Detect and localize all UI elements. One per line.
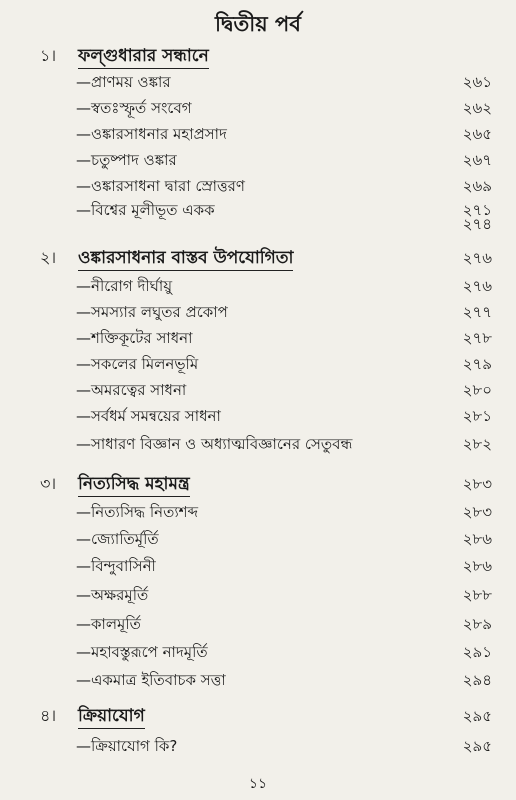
page-number: ১১ bbox=[248, 776, 268, 792]
item-title: —জ্যোতির্মূর্তি bbox=[76, 530, 159, 548]
item-title: —বিশ্বের মূলীভূত একক bbox=[76, 201, 215, 219]
item-page: ২৮৯ bbox=[462, 615, 492, 633]
section-number: ৩। bbox=[40, 474, 57, 493]
section-page: ২৮৩ bbox=[462, 475, 492, 493]
toc-item-row bbox=[0, 668, 516, 692]
section-page: ২৯৫ bbox=[462, 707, 492, 725]
item-page: ২৯৪ bbox=[462, 671, 492, 689]
item-page: ২৬৫ bbox=[462, 125, 492, 143]
toc-item-row bbox=[0, 122, 516, 146]
item-page: ২৮২ bbox=[462, 435, 492, 453]
toc-item-row bbox=[0, 583, 516, 607]
item-page: ২৭৬ bbox=[462, 277, 492, 295]
item-page: ২৭৮ bbox=[462, 329, 492, 347]
item-page: ২৬৭ bbox=[462, 151, 492, 169]
toc-item-row bbox=[0, 96, 516, 120]
item-page: ২৮৬ bbox=[462, 530, 492, 548]
toc-item-row bbox=[0, 326, 516, 350]
section-number: ৪। bbox=[40, 706, 57, 725]
item-title: —স্বতঃস্ফূর্ত সংবেগ bbox=[76, 99, 192, 117]
item-title: —সমস্যার লঘুতর প্রকোপ bbox=[76, 303, 228, 321]
item-page: ২৭১ bbox=[462, 201, 492, 219]
part-heading: দ্বিতীয় পর্ব bbox=[215, 12, 301, 36]
item-title: —কালমূর্তি bbox=[76, 615, 141, 633]
toc-item-row bbox=[0, 378, 516, 402]
item-title: —প্রাণময় ওঙ্কার bbox=[76, 73, 171, 91]
item-title: —সাধারণ বিজ্ঞান ও অধ্যাত্মবিজ্ঞানের সেতুবন্ধ bbox=[76, 435, 353, 453]
item-title: —ওঙ্কারসাধনার মহাপ্রসাদ bbox=[76, 125, 227, 143]
item-title: —মহাবস্তুরূপে নাদমূর্তি bbox=[76, 643, 208, 661]
section-title: ওঙ্কারসাধনার বাস্তব উপযোগিতা bbox=[78, 246, 293, 271]
toc-item-row bbox=[0, 274, 516, 298]
item-title: —সকলের মিলনভূমি bbox=[76, 355, 199, 373]
item-page: ২৭৯ bbox=[462, 355, 492, 373]
toc-item-row bbox=[0, 404, 516, 428]
section-title: ক্রিয়াযোগ bbox=[78, 704, 145, 729]
toc-item-row bbox=[0, 500, 516, 524]
section-number: ২। bbox=[40, 248, 57, 267]
item-title: —একমাত্র ইতিবাচক সত্তা bbox=[76, 671, 226, 689]
toc-item-row bbox=[0, 640, 516, 664]
item-page: ২৮৬ bbox=[462, 557, 492, 575]
section-number: ১। bbox=[40, 46, 57, 65]
toc-item-row bbox=[0, 554, 516, 578]
item-page: ২৯১ bbox=[462, 643, 492, 661]
toc-section-row bbox=[0, 246, 516, 270]
item-page: ২৮১ bbox=[462, 407, 492, 425]
item-page: ২৬১ bbox=[462, 73, 492, 91]
toc-item-row bbox=[0, 352, 516, 376]
item-title: —ওঙ্কারসাধনা দ্বারা স্রোত্তরণ bbox=[76, 177, 245, 195]
section-title: ফল্গুধারার সন্ধানে bbox=[78, 44, 209, 69]
item-title: —অক্ষরমূর্তি bbox=[76, 586, 149, 604]
item-page: ২৯৫ bbox=[462, 737, 492, 755]
item-page: ২৬২ bbox=[462, 99, 492, 117]
item-page: ২৮০ bbox=[462, 381, 492, 399]
section-title: নিত্যসিদ্ধ মহামন্ত্র bbox=[78, 472, 190, 497]
toc-section-row bbox=[0, 704, 516, 728]
section-page: ২৭৬ bbox=[462, 249, 492, 267]
toc-item-row bbox=[0, 432, 516, 456]
toc-section-row bbox=[0, 472, 516, 496]
item-page: ২৭৭ bbox=[462, 303, 492, 321]
item-title: —নিত্যসিদ্ধ নিত্যশব্দ bbox=[76, 503, 199, 521]
item-title: —অমরত্বের সাধনা bbox=[76, 381, 187, 399]
item-page: ২৮৮ bbox=[462, 586, 492, 604]
toc-section-row bbox=[0, 44, 516, 68]
item-page: ২৭৪ bbox=[462, 215, 492, 233]
toc-item-row bbox=[0, 527, 516, 551]
item-title: —বিন্দুবাসিনী bbox=[76, 557, 156, 575]
toc-item-row bbox=[0, 212, 516, 236]
item-title: —চতুষ্পাদ ওঙ্কার bbox=[76, 151, 177, 169]
toc-item-row bbox=[0, 734, 516, 758]
toc-item-row bbox=[0, 70, 516, 94]
toc-item-row bbox=[0, 612, 516, 636]
item-title: —শক্তিকূটের সাধনা bbox=[76, 329, 193, 347]
item-title: —সর্বধর্ম সমন্বয়ের সাধনা bbox=[76, 407, 221, 425]
toc-item-row bbox=[0, 174, 516, 198]
item-title: —ক্রিয়াযোগ কি? bbox=[76, 737, 178, 755]
toc-item-row bbox=[0, 148, 516, 172]
item-page: ২৬৯ bbox=[462, 177, 492, 195]
item-page: ২৮৩ bbox=[462, 503, 492, 521]
toc-item-row bbox=[0, 300, 516, 324]
item-title: —নীরোগ দীর্ঘায়ু bbox=[76, 277, 173, 295]
